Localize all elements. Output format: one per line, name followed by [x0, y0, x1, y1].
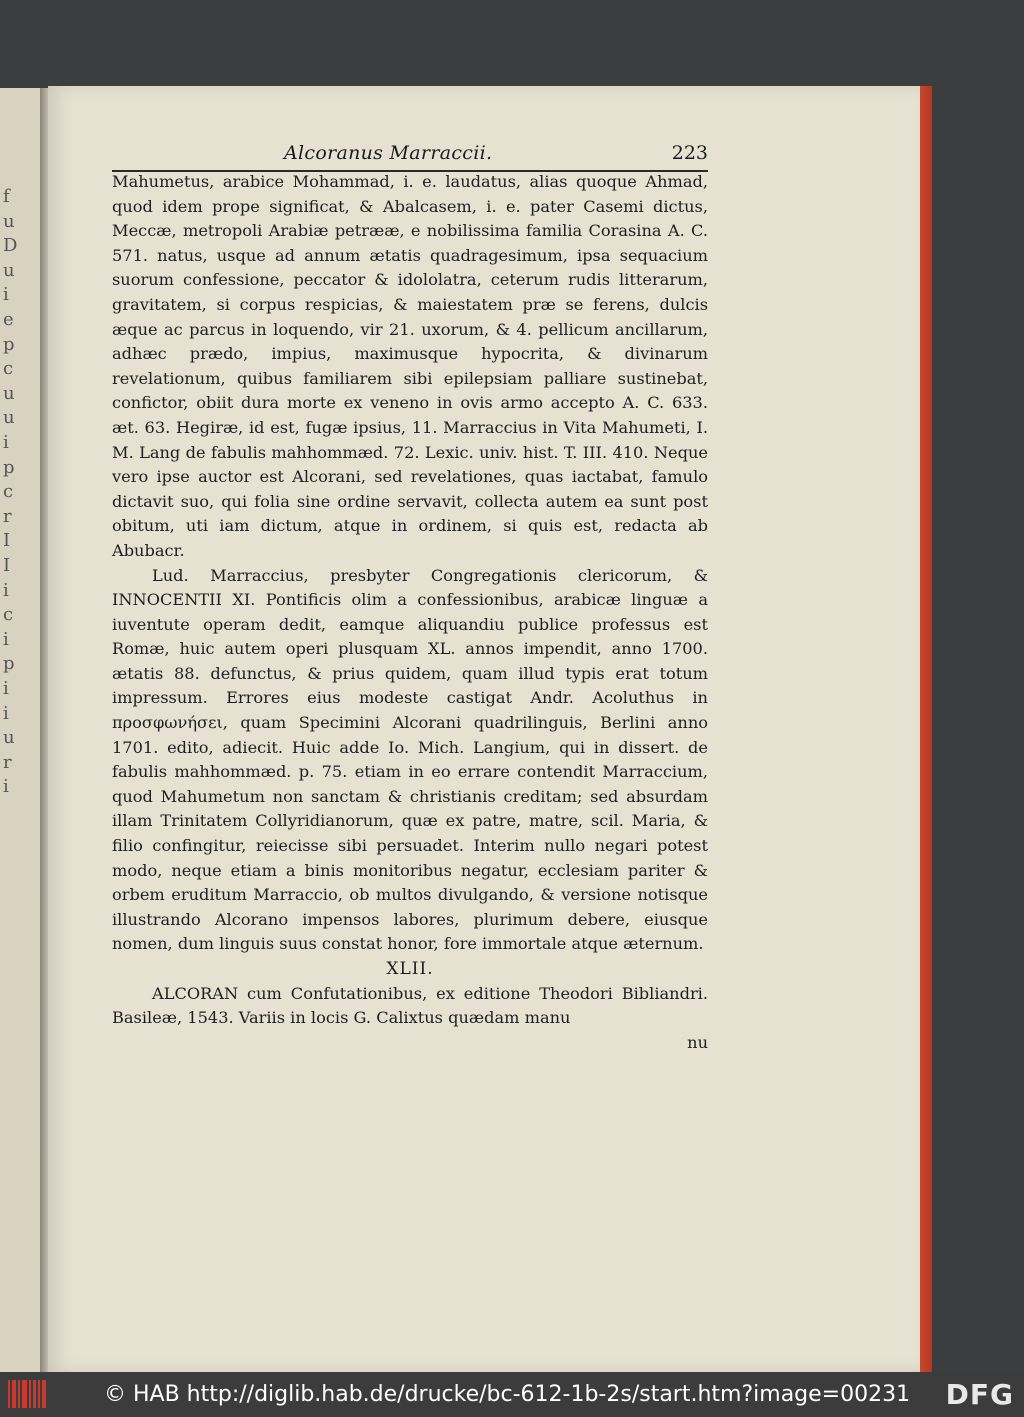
running-head	[112, 142, 708, 168]
margin-glyph: u	[3, 727, 15, 749]
source-url[interactable]: © HAB http://diglib.hab.de/drucke/bc-612-1b-2s/start.htm?image=00231	[104, 1382, 911, 1407]
margin-glyph: I	[3, 530, 11, 552]
margin-glyph: u	[3, 382, 15, 404]
margin-glyph: p	[3, 653, 15, 675]
margin-glyph: r	[3, 751, 12, 773]
catchword: nu	[687, 1032, 708, 1052]
margin-glyph: p	[3, 456, 15, 478]
dfg-logo: DFG	[945, 1378, 1014, 1411]
body-text	[112, 170, 708, 1055]
page-number: 223	[671, 142, 708, 164]
margin-glyph: u	[3, 407, 15, 429]
margin-glyph: c	[3, 358, 14, 380]
margin-glyph: i	[3, 678, 9, 699]
red-page-edge	[920, 86, 932, 1372]
margin-glyph: i	[3, 284, 9, 306]
margin-glyph: u	[3, 259, 15, 281]
barcode-icon	[8, 1380, 48, 1408]
margin-glyph: i	[3, 776, 9, 798]
footer-bar	[0, 1372, 1024, 1417]
margin-glyph: p	[3, 333, 15, 355]
margin-glyph: i	[3, 432, 9, 453]
margin-glyph: i	[3, 628, 9, 650]
margin-glyph: c	[3, 481, 14, 503]
margin-glyph: f	[3, 186, 10, 207]
margin-glyph: u	[3, 210, 15, 232]
margin-glyph: i	[3, 579, 9, 601]
margin-glyph: r	[3, 505, 12, 527]
paragraph-mahumetus: Mahumetus, arabice Mohammad, i. e. laudatus, alias quoque Ahmad, quod idem prope significat, & Abalcasem, i. e. pater Casemi dictus, Meccæ, metropoli Arabiæ petrææ, e nobilissima familia Corasina A. C. 571. natus, usque ad annum ætatis quadragesimum, ipsa sequacium suorum confessione, peccator & idololatra, ceterum rudis litterarum, gravitatem, si corpus respicias, & maiestatem præ se ferens, dulcis æque ac parcus in loquendo, vir 21. uxorum, & 4. pellicum ancillarum, adhæc prædo, impius, maximusque hypocrita, & divinarum revelationum, quibus familiarem sibi epilepsiam palliare sustinebat, confictor, obiit dura morte ex veneno in ovis armo accepto A. C. 633. æt. 63. Hegiræ, id est, fugæ ipsius, 11. Marraccius in Vita Mahumeti, I. M. Lang de fabulis mahhommæd. 72. Lexic. univ. hist. T. III. 410. Neque vero ipse auctor est Alcorani, sed revelationes, quas iactabat, famulo dictavit suo, qui folia sine ordine servavit, collecta autem ea sunt post obitum, uti iam dictum, atque in ordinem, si quis est, redacta ab Abubacr.	[112, 172, 708, 560]
margin-glyph: i	[3, 702, 9, 724]
margin-glyph: c	[3, 604, 14, 626]
paragraph-alcoran: ALCORAN cum Confutationibus, ex editione Theodori Bibliandri. Basileæ, 1543. Variis in locis G. Calixtus quædam manu	[112, 983, 708, 1028]
running-title: Alcoranus Marraccii.	[284, 142, 493, 164]
margin-glyph: e	[3, 309, 14, 330]
paragraph-marraccius: Lud. Marraccius, presbyter Congregationis clericorum, & INNOCENTII XI. Pontificis olim a confessionibus, arabicæ linguæ a iuventute operam dedit, eamque aliquandiu publice professus est Romæ, huic autem operi plusquam XL. annos impendit, anno 1700. ætatis 88. defunctus, & prius quidem, quam illud typis erat totum impressum. Errores eius modeste castigat Andr. Acoluthus in προσφωνήσει, quam Specimini Alcorani quadrilinguis, Berlini anno 1701. edito, adiecit. Huic adde Io. Mich. Langium, qui in dissert. de fabulis mahhommæd. p. 75. etiam in eo errare contendit Marraccium, quod Mahumetum non sanctam & christianis creditam; sed absurdam illam Trinitatem Collyridianorum, quæ ex patre, matre, scil. Maria, & filio confingitur, reiecisse sibi persuadet. Interim nullo negari potest modo, neque etiam a binis monitoribus negatur, ecclesiam pariter & orbem eruditum Marraccio, ob multos divulgando, & versione notisque illustrando Alcorano impensos labores, plurimum debere, eiusque nomen, dum linguis suus constat honor, fore immortale atque æternum.	[112, 565, 708, 954]
previous-page-sliver	[0, 88, 41, 1372]
margin-glyph: I	[3, 555, 11, 576]
section-heading: XLII.	[386, 959, 434, 979]
margin-glyph: D	[3, 235, 18, 257]
